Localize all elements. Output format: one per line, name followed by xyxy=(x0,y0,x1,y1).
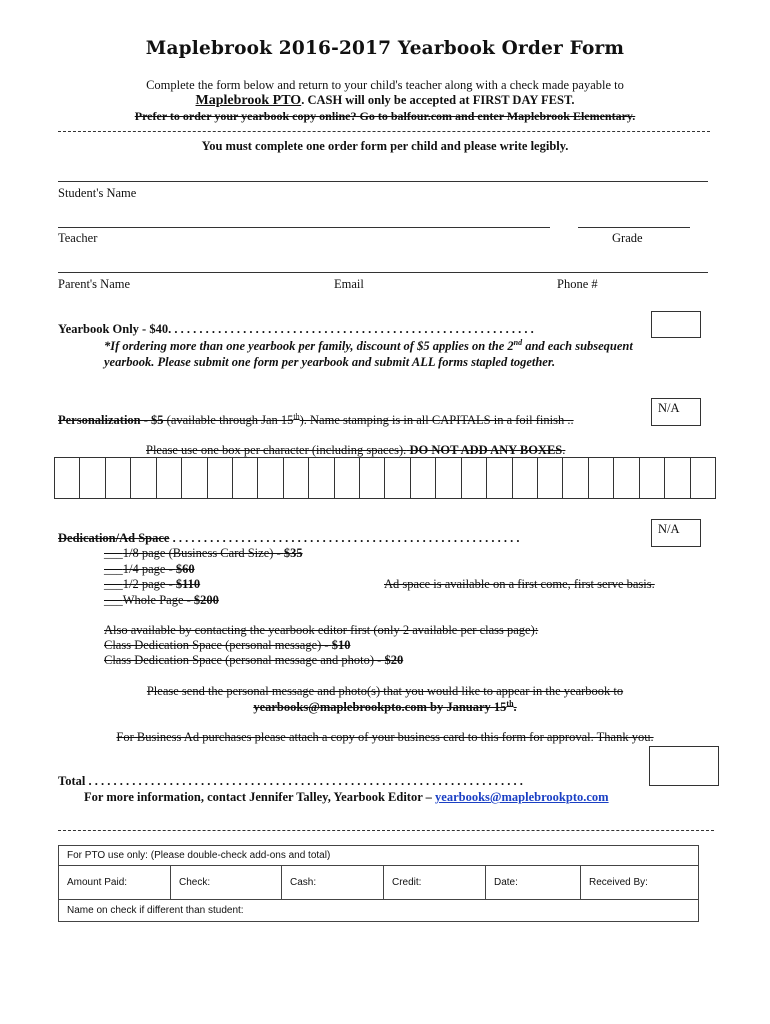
yearbook-amount-box[interactable] xyxy=(651,311,701,338)
instruction-bold-part: DO NOT ADD ANY BOXES xyxy=(409,443,563,457)
option-blank: ___ xyxy=(104,577,123,591)
note-prefix: *If ordering more than one yearbook per family, discount of $5 applies on the 2 xyxy=(104,339,514,354)
class-dedication-photo xyxy=(104,653,403,668)
total-amount-box[interactable] xyxy=(649,746,719,786)
personalization-label: Personalization - $5 xyxy=(58,413,164,428)
character-box[interactable] xyxy=(309,458,334,498)
option-price: $60 xyxy=(175,562,195,576)
personalization-amount-box[interactable]: N/A xyxy=(651,398,701,426)
option-price: $110 xyxy=(175,577,201,591)
send-message-note: Please send the personal message and photo(s) that you would like to appear in the yearbook to xyxy=(146,684,624,698)
character-box[interactable] xyxy=(208,458,233,498)
character-box[interactable] xyxy=(182,458,207,498)
yearbook-only-line: Yearbook Only - $40. . . . . . . . . . . . . . . . . . . . . . . . . . . . . . . . . . . . . . . . . . . . . . . . . . . . . . . . . . . xyxy=(58,322,534,336)
class-dedication-message xyxy=(104,638,350,653)
name-on-check-cell[interactable]: Name on check if different than student: xyxy=(59,900,699,922)
class-dedication-header: Also available by contacting the yearbook editor first (only 2 available per class page): xyxy=(104,623,539,637)
teacher-field[interactable] xyxy=(58,227,550,228)
character-box[interactable] xyxy=(258,458,283,498)
personalization-line xyxy=(58,412,574,428)
personalization-superscript: th xyxy=(293,412,300,421)
character-box[interactable] xyxy=(55,458,80,498)
send-superscript: th xyxy=(506,699,514,708)
pto-use-header: For PTO use only: (Please double-check add-ons and total) xyxy=(59,846,699,866)
option-text: Whole Page - xyxy=(122,593,194,607)
online-order-note: Prefer to order your yearbook copy online? Go to balfour.com and enter Maplebrook Elementary. xyxy=(134,109,636,123)
email-label: Email xyxy=(334,277,364,291)
character-box[interactable] xyxy=(691,458,715,498)
amount-paid-cell[interactable]: Amount Paid: xyxy=(59,866,171,900)
cash-cell[interactable]: Cash: xyxy=(282,866,384,900)
dashed-divider-bottom xyxy=(58,830,714,831)
dashed-divider xyxy=(58,131,710,132)
instruction-text-part: Please use one box per character (including spaces). xyxy=(146,443,407,457)
option-blank: ___ xyxy=(104,546,123,560)
student-name-field[interactable] xyxy=(58,181,708,182)
character-box[interactable] xyxy=(411,458,436,498)
personalization-detail: (available through Jan 15 xyxy=(163,413,294,428)
character-box[interactable] xyxy=(665,458,690,498)
pto-use-table xyxy=(58,845,699,922)
character-box[interactable] xyxy=(360,458,385,498)
character-box[interactable] xyxy=(640,458,665,498)
character-box[interactable] xyxy=(538,458,563,498)
payable-line xyxy=(0,93,770,109)
parent-name-label: Parent's Name xyxy=(58,277,131,291)
character-box[interactable] xyxy=(462,458,487,498)
character-box[interactable] xyxy=(157,458,182,498)
character-box[interactable] xyxy=(614,458,639,498)
character-box[interactable] xyxy=(131,458,156,498)
parent-contact-field[interactable] xyxy=(58,272,708,273)
send-email-text: yearbooks@maplebrookpto.com by January 15 xyxy=(253,700,507,715)
dedication-label: Dedication/Ad Space xyxy=(58,531,170,545)
check-cell[interactable]: Check: xyxy=(171,866,282,900)
character-box[interactable] xyxy=(335,458,360,498)
option-blank: ___ xyxy=(104,593,123,607)
business-ad-note: For Business Ad purchases please attach a copy of your business card to this form for approval. Thank you. xyxy=(116,730,654,744)
character-box[interactable] xyxy=(106,458,131,498)
dedication-line xyxy=(58,531,519,546)
character-box[interactable] xyxy=(436,458,461,498)
option-text: 1/2 page - xyxy=(122,577,176,591)
contact-line xyxy=(84,790,609,805)
intro-text: Complete the form below and return to your child's teacher along with a check made payable to xyxy=(146,78,624,92)
send-end: . xyxy=(513,700,517,715)
character-box[interactable] xyxy=(233,458,258,498)
form-title: Maplebrook 2016-2017 Yearbook Order Form xyxy=(145,38,625,59)
note-superscript: nd xyxy=(513,338,523,347)
class-option-price: $20 xyxy=(384,653,404,667)
note-suffix: and each subsequent yearbook. Please submit one form per yearbook and submit ALL forms stapled together. xyxy=(104,339,633,370)
ad-option-quarter[interactable] xyxy=(104,562,195,577)
personalization-detail-end: ). Name stamping is in all CAPITALS in a foil finish .. xyxy=(299,413,574,428)
character-box[interactable] xyxy=(563,458,588,498)
character-box[interactable] xyxy=(487,458,512,498)
payee-name: Maplebrook PTO xyxy=(195,93,302,108)
option-text: 1/8 page (Business Card Size) - xyxy=(122,546,284,560)
received-by-cell[interactable]: Received By: xyxy=(581,866,699,900)
instruction-end: . xyxy=(562,443,566,457)
yearbook-discount-note xyxy=(104,335,649,370)
dedication-dots: . . . . . . . . . . . . . . . . . . . . . . . . . . . . . . . . . . . . . . . . . . . . . . . . . . . . . . . . xyxy=(169,531,520,545)
grade-label: Grade xyxy=(612,231,643,245)
editor-email-link[interactable]: yearbooks@maplebrookpto.com xyxy=(435,790,609,804)
date-cell[interactable]: Date: xyxy=(486,866,581,900)
phone-label: Phone # xyxy=(557,277,598,291)
personalization-instruction xyxy=(146,443,565,458)
student-name-label: Student's Name xyxy=(58,186,137,200)
credit-cell[interactable]: Credit: xyxy=(384,866,486,900)
personalization-character-boxes[interactable] xyxy=(54,457,716,499)
ad-option-whole[interactable] xyxy=(104,593,219,608)
option-price: $35 xyxy=(283,546,303,560)
send-email-note xyxy=(0,699,770,715)
option-price: $200 xyxy=(193,593,219,607)
class-option-price: $10 xyxy=(331,638,351,652)
ad-option-eighth[interactable] xyxy=(104,546,303,561)
cash-note: . CASH will only be accepted at FIRST DAY FEST. xyxy=(301,93,575,107)
class-option-text: Class Dedication Space (personal message and photo) - xyxy=(104,653,385,667)
character-box[interactable] xyxy=(284,458,309,498)
instruction-text: You must complete one order form per child and please write legibly. xyxy=(201,139,569,153)
grade-field[interactable] xyxy=(578,227,690,228)
total-line: Total . . . . . . . . . . . . . . . . . . . . . . . . . . . . . . . . . . . . . . . . . . . . . . . . . . . . . . . . . . . . . . . . . . . . . . xyxy=(58,774,523,788)
option-blank: ___ xyxy=(104,562,123,576)
ad-option-half[interactable] xyxy=(104,577,200,592)
class-option-text: Class Dedication Space (personal message) - xyxy=(104,638,332,652)
contact-text: For more information, contact Jennifer Talley, Yearbook Editor – xyxy=(84,790,436,804)
character-box[interactable] xyxy=(80,458,105,498)
dedication-amount-box[interactable]: N/A xyxy=(651,519,701,547)
ad-availability-note: Ad space is available on a first come, first serve basis. xyxy=(384,577,655,591)
character-box[interactable] xyxy=(385,458,410,498)
option-text: 1/4 page - xyxy=(122,562,176,576)
character-box[interactable] xyxy=(589,458,614,498)
character-box[interactable] xyxy=(513,458,538,498)
teacher-label: Teacher xyxy=(58,231,98,245)
